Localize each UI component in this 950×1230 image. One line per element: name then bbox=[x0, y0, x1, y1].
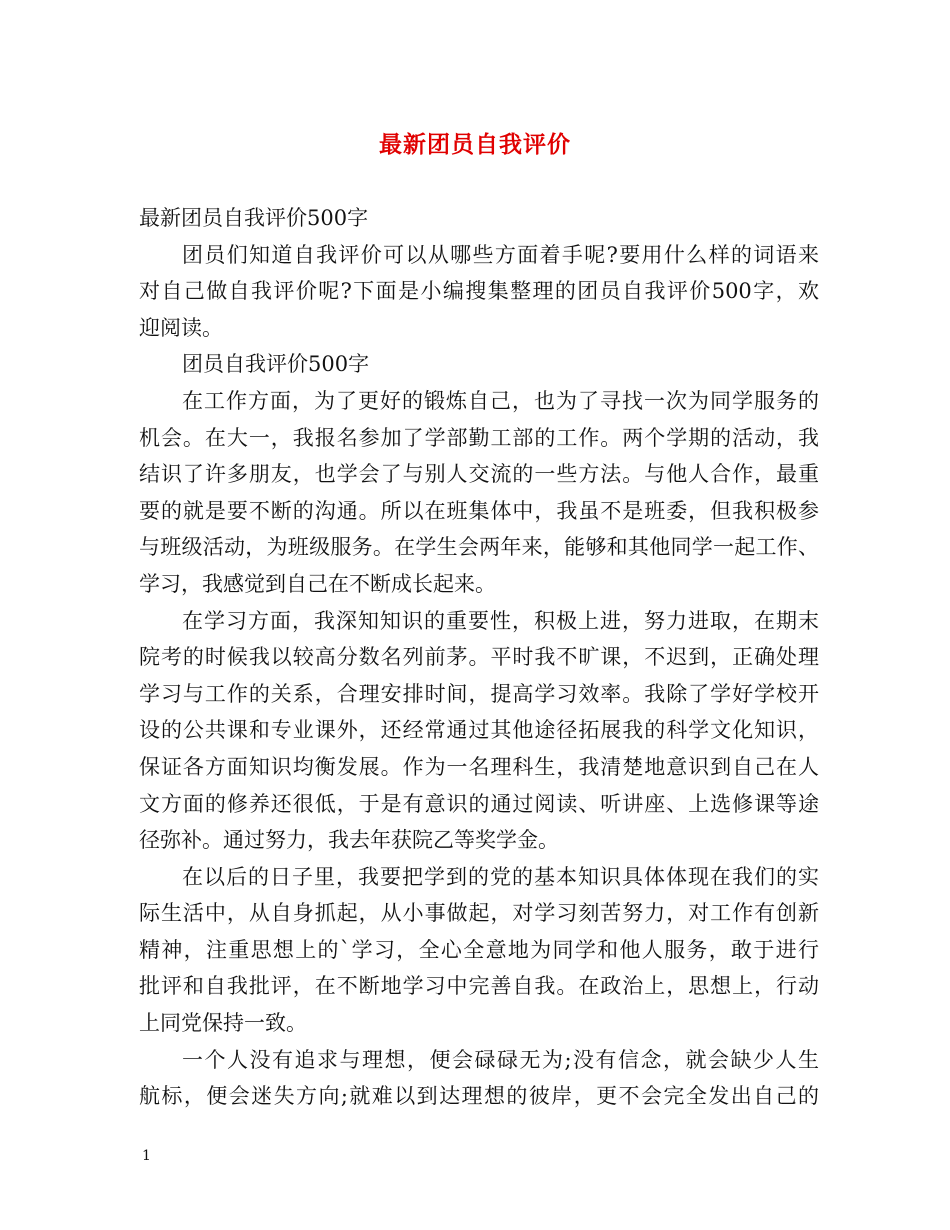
text-line: 径弥补。通过努力，我去年获院乙等奖学金。 bbox=[139, 828, 559, 853]
text-line: 航标，便会迷失方向;就难以到达理想的彼岸，更不会完全发出自己的 bbox=[139, 1084, 819, 1109]
text-line: 迎阅读。 bbox=[139, 315, 223, 340]
text-line: 在学习方面，我深知知识的重要性，积极上进，努力进取，在期末 bbox=[182, 608, 819, 633]
text-line: 文方面的修养还很低，于是有意识的通过阅读、听讲座、上选修课等途 bbox=[139, 791, 819, 816]
text-line: 设的公共课和专业课外，还经常通过其他途径拓展我的科学文化知识， bbox=[139, 718, 819, 743]
text-line: 与班级活动，为班级服务。在学生会两年来，能够和其他同学一起工作、 bbox=[139, 535, 819, 560]
text-line: 要的就是要不断的沟通。所以在班集体中，我虽不是班委，但我积极参 bbox=[139, 498, 819, 523]
text-line: 学习与工作的关系，合理安排时间，提高学习效率。我除了学好学校开 bbox=[139, 681, 819, 706]
document-subtitle: 最新团员自我评价500字 bbox=[139, 206, 369, 230]
text-line: 上同党保持一致。 bbox=[139, 1011, 307, 1036]
text-line: 机会。在大一，我报名参加了学部勤工部的工作。两个学期的活动，我 bbox=[139, 425, 819, 450]
text-line: 一个人没有追求与理想，便会碌碌无为;没有信念，就会缺少人生 bbox=[182, 1047, 819, 1072]
text-line: 学习，我感觉到自己在不断成长起来。 bbox=[139, 571, 496, 596]
document-title: 最新团员自我评价 bbox=[379, 131, 571, 158]
text-line: 在以后的日子里，我要把学到的党的基本知识具体体现在我们的实 bbox=[182, 864, 819, 889]
text-line: 际生活中，从自身抓起，从小事做起，对学习刻苦努力，对工作有创新 bbox=[139, 901, 819, 926]
text-line: 对自己做自我评价呢?下面是小编搜集整理的团员自我评价500字，欢 bbox=[139, 279, 819, 304]
paragraph-lines bbox=[139, 237, 819, 1115]
text-line: 结识了许多朋友，也学会了与别人交流的一些方法。与他人合作，最重 bbox=[139, 462, 819, 487]
text-line: 团员自我评价500字 bbox=[182, 352, 370, 377]
text-line: 精神，注重思想上的`学习，全心全意地为同学和他人服务，敢于进行 bbox=[139, 937, 819, 962]
text-line: 批评和自我批评，在不断地学习中完善自我。在政治上，思想上，行动 bbox=[139, 974, 819, 999]
text-line: 在工作方面，为了更好的锻炼自己，也为了寻找一次为同学服务的 bbox=[182, 388, 819, 413]
text-line: 院考的时候我以较高分数名列前茅。平时我不旷课，不迟到，正确处理 bbox=[139, 645, 819, 670]
page-number: 1 bbox=[142, 1148, 151, 1164]
document-body bbox=[139, 200, 819, 1115]
text-line: 团员们知道自我评价可以从哪些方面着手呢?要用什么样的词语来 bbox=[182, 242, 819, 267]
text-line: 保证各方面知识均衡发展。作为一名理科生，我清楚地意识到自己在人 bbox=[139, 754, 819, 779]
